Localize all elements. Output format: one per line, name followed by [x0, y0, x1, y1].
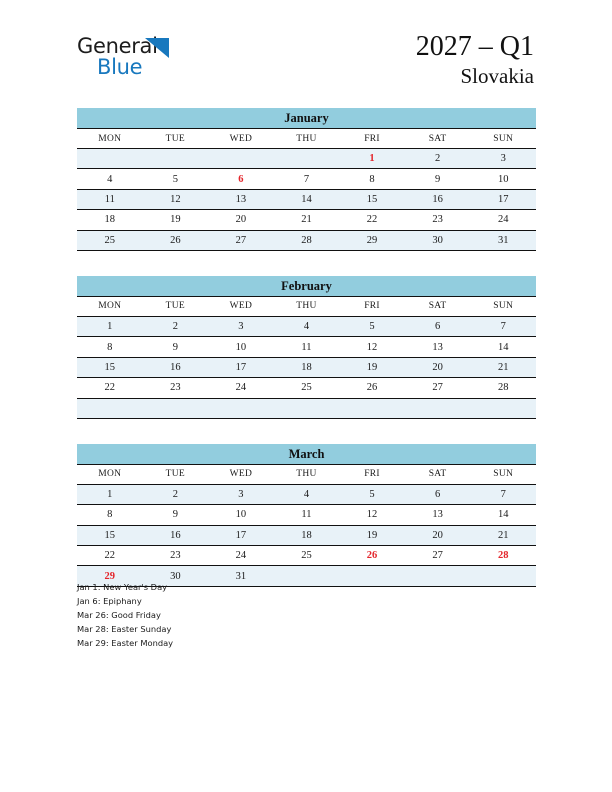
- day-cell[interactable]: 13: [405, 337, 471, 357]
- day-cell[interactable]: 19: [339, 357, 405, 377]
- weekday-header-sun: SUN: [470, 297, 536, 317]
- week-row: [77, 337, 536, 357]
- calendar-months: [77, 108, 536, 612]
- weekday-header-wed: WED: [208, 297, 274, 317]
- title-country: Slovakia: [460, 64, 534, 89]
- page-title: [416, 32, 534, 88]
- day-cell[interactable]: 10: [208, 505, 274, 525]
- week-row: [77, 189, 536, 209]
- holiday-legend-item: Jan 1: New Year's Day: [77, 582, 168, 592]
- day-cell[interactable]: 25: [274, 546, 340, 566]
- day-cell[interactable]: 18: [274, 357, 340, 377]
- day-cell[interactable]: 5: [339, 484, 405, 504]
- day-cell[interactable]: 21: [470, 357, 536, 377]
- day-cell[interactable]: 1: [77, 316, 143, 336]
- day-cell-empty: [208, 398, 274, 418]
- day-cell[interactable]: 17: [208, 357, 274, 377]
- logo-word-general: General: [77, 34, 158, 58]
- day-cell[interactable]: 16: [143, 357, 209, 377]
- day-cell[interactable]: 21: [274, 210, 340, 230]
- day-cell[interactable]: 11: [274, 337, 340, 357]
- holiday-legend: [77, 581, 477, 651]
- title-year-quarter: 2027 – Q1: [415, 31, 534, 62]
- day-cell-holiday[interactable]: 1: [339, 149, 405, 169]
- day-cell[interactable]: 21: [470, 525, 536, 545]
- day-cell[interactable]: 6: [405, 484, 471, 504]
- day-cell[interactable]: 26: [339, 378, 405, 398]
- day-cell-empty: [339, 398, 405, 418]
- day-cell[interactable]: 17: [208, 525, 274, 545]
- day-cell[interactable]: 7: [274, 169, 340, 189]
- day-cell[interactable]: 2: [143, 316, 209, 336]
- weekday-header-sun: SUN: [470, 129, 536, 149]
- day-cell[interactable]: 1: [77, 484, 143, 504]
- day-cell-empty: [208, 149, 274, 169]
- day-cell[interactable]: 20: [405, 525, 471, 545]
- day-cell-holiday[interactable]: 28: [470, 546, 536, 566]
- day-cell[interactable]: 10: [470, 169, 536, 189]
- week-row: [77, 149, 536, 169]
- week-row: [77, 546, 536, 566]
- weekday-header-sat: SAT: [405, 465, 471, 485]
- week-row: [77, 484, 536, 504]
- week-row: [77, 316, 536, 336]
- weekday-header-row: [77, 465, 536, 485]
- day-cell[interactable]: 15: [77, 525, 143, 545]
- day-cell[interactable]: 12: [143, 189, 209, 209]
- month-grid: [77, 129, 536, 251]
- weekday-header-tue: TUE: [143, 297, 209, 317]
- day-cell[interactable]: 24: [470, 210, 536, 230]
- day-cell[interactable]: 14: [274, 189, 340, 209]
- day-cell[interactable]: 8: [77, 505, 143, 525]
- holiday-legend-item: Mar 26: Good Friday: [77, 609, 161, 620]
- week-row: [77, 210, 536, 230]
- weekday-header-thu: THU: [274, 129, 340, 149]
- day-cell[interactable]: 8: [77, 337, 143, 357]
- weekday-header-tue: TUE: [143, 465, 209, 485]
- month-block: [77, 444, 536, 587]
- day-cell-empty: [143, 398, 209, 418]
- week-row: [77, 398, 536, 418]
- day-cell[interactable]: 30: [405, 230, 471, 250]
- week-row: [77, 378, 536, 398]
- day-cell[interactable]: 5: [339, 316, 405, 336]
- day-cell[interactable]: 23: [143, 378, 209, 398]
- day-cell[interactable]: 8: [339, 169, 405, 189]
- weekday-header-fri: FRI: [339, 129, 405, 149]
- day-cell-empty: [274, 398, 340, 418]
- month-title: January: [77, 108, 536, 129]
- page-header: [0, 0, 612, 104]
- week-row: [77, 357, 536, 377]
- week-row: [77, 169, 536, 189]
- weekday-header-thu: THU: [274, 465, 340, 485]
- day-cell-empty: [77, 398, 143, 418]
- day-cell[interactable]: 2: [405, 149, 471, 169]
- day-cell[interactable]: 7: [470, 484, 536, 504]
- month-grid: [77, 465, 536, 587]
- day-cell[interactable]: 28: [470, 378, 536, 398]
- day-cell[interactable]: 27: [405, 546, 471, 566]
- day-cell[interactable]: 29: [339, 230, 405, 250]
- day-cell[interactable]: 22: [77, 378, 143, 398]
- day-cell[interactable]: 2: [143, 484, 209, 504]
- day-cell[interactable]: 7: [470, 316, 536, 336]
- day-cell[interactable]: 11: [77, 189, 143, 209]
- day-cell-holiday[interactable]: 6: [208, 169, 274, 189]
- holiday-legend-item: Jan 6: Epiphany: [77, 595, 142, 606]
- day-cell[interactable]: 15: [77, 357, 143, 377]
- day-cell[interactable]: 6: [405, 316, 471, 336]
- weekday-header-sat: SAT: [405, 297, 471, 317]
- day-cell[interactable]: 30: [143, 566, 209, 586]
- day-cell[interactable]: 25: [77, 230, 143, 250]
- day-cell[interactable]: 23: [405, 210, 471, 230]
- day-cell[interactable]: 20: [405, 357, 471, 377]
- holiday-legend-item: Mar 29: Easter Monday: [77, 637, 174, 648]
- day-cell[interactable]: 25: [274, 378, 340, 398]
- day-cell[interactable]: 4: [274, 316, 340, 336]
- day-cell-empty: [143, 149, 209, 169]
- day-cell[interactable]: 13: [208, 189, 274, 209]
- month-block: [77, 276, 536, 419]
- day-cell[interactable]: 12: [339, 337, 405, 357]
- weekday-header-thu: THU: [274, 297, 340, 317]
- day-cell-empty: [274, 149, 340, 169]
- week-row: [77, 505, 536, 525]
- day-cell[interactable]: 5: [143, 169, 209, 189]
- day-cell[interactable]: 28: [274, 230, 340, 250]
- weekday-header-fri: FRI: [339, 297, 405, 317]
- day-cell[interactable]: 24: [208, 546, 274, 566]
- month-title: March: [77, 444, 536, 465]
- day-cell[interactable]: 22: [77, 546, 143, 566]
- day-cell[interactable]: 24: [208, 378, 274, 398]
- day-cell[interactable]: 23: [143, 546, 209, 566]
- day-cell[interactable]: 19: [339, 525, 405, 545]
- day-cell[interactable]: 3: [208, 316, 274, 336]
- weekday-header-wed: WED: [208, 129, 274, 149]
- day-cell[interactable]: 18: [274, 525, 340, 545]
- day-cell-empty: [77, 149, 143, 169]
- day-cell[interactable]: 17: [470, 189, 536, 209]
- day-cell[interactable]: 3: [470, 149, 536, 169]
- day-cell[interactable]: 18: [77, 210, 143, 230]
- day-cell[interactable]: 27: [208, 230, 274, 250]
- day-cell-empty: [405, 398, 471, 418]
- day-cell[interactable]: 20: [208, 210, 274, 230]
- general-blue-logo: [77, 36, 257, 86]
- day-cell[interactable]: 26: [143, 230, 209, 250]
- weekday-header-mon: MON: [77, 465, 143, 485]
- weekday-header-mon: MON: [77, 129, 143, 149]
- holiday-legend-item: Mar 28: Easter Sunday: [77, 623, 172, 634]
- week-row: [77, 525, 536, 545]
- day-cell[interactable]: 11: [274, 505, 340, 525]
- day-cell-empty: [470, 566, 536, 586]
- weekday-header-fri: FRI: [339, 465, 405, 485]
- day-cell[interactable]: 15: [339, 189, 405, 209]
- day-cell-holiday[interactable]: 26: [339, 546, 405, 566]
- day-cell[interactable]: 4: [274, 484, 340, 504]
- day-cell[interactable]: 16: [405, 189, 471, 209]
- day-cell-empty: [470, 398, 536, 418]
- weekday-header-sun: SUN: [470, 465, 536, 485]
- day-cell[interactable]: 13: [405, 505, 471, 525]
- weekday-header-sat: SAT: [405, 129, 471, 149]
- logo-triangle-icon: [145, 38, 169, 58]
- weekday-header-tue: TUE: [143, 129, 209, 149]
- month-grid: [77, 297, 536, 419]
- weekday-header-mon: MON: [77, 297, 143, 317]
- day-cell[interactable]: 4: [77, 169, 143, 189]
- day-cell[interactable]: 31: [208, 566, 274, 586]
- weekday-header-wed: WED: [208, 465, 274, 485]
- day-cell[interactable]: 31: [470, 230, 536, 250]
- week-row: [77, 230, 536, 250]
- day-cell[interactable]: 9: [143, 337, 209, 357]
- day-cell[interactable]: 10: [208, 337, 274, 357]
- weekday-header-row: [77, 129, 536, 149]
- day-cell[interactable]: 19: [143, 210, 209, 230]
- logo-word-blue: Blue: [97, 55, 143, 79]
- day-cell[interactable]: 9: [405, 169, 471, 189]
- month-block: [77, 108, 536, 251]
- day-cell[interactable]: 9: [143, 505, 209, 525]
- day-cell[interactable]: 14: [470, 505, 536, 525]
- weekday-header-row: [77, 297, 536, 317]
- day-cell[interactable]: 12: [339, 505, 405, 525]
- month-title: February: [77, 276, 536, 297]
- day-cell-holiday[interactable]: 29: [77, 566, 143, 586]
- day-cell[interactable]: 3: [208, 484, 274, 504]
- day-cell[interactable]: 14: [470, 337, 536, 357]
- day-cell[interactable]: 22: [339, 210, 405, 230]
- day-cell[interactable]: 16: [143, 525, 209, 545]
- day-cell[interactable]: 27: [405, 378, 471, 398]
